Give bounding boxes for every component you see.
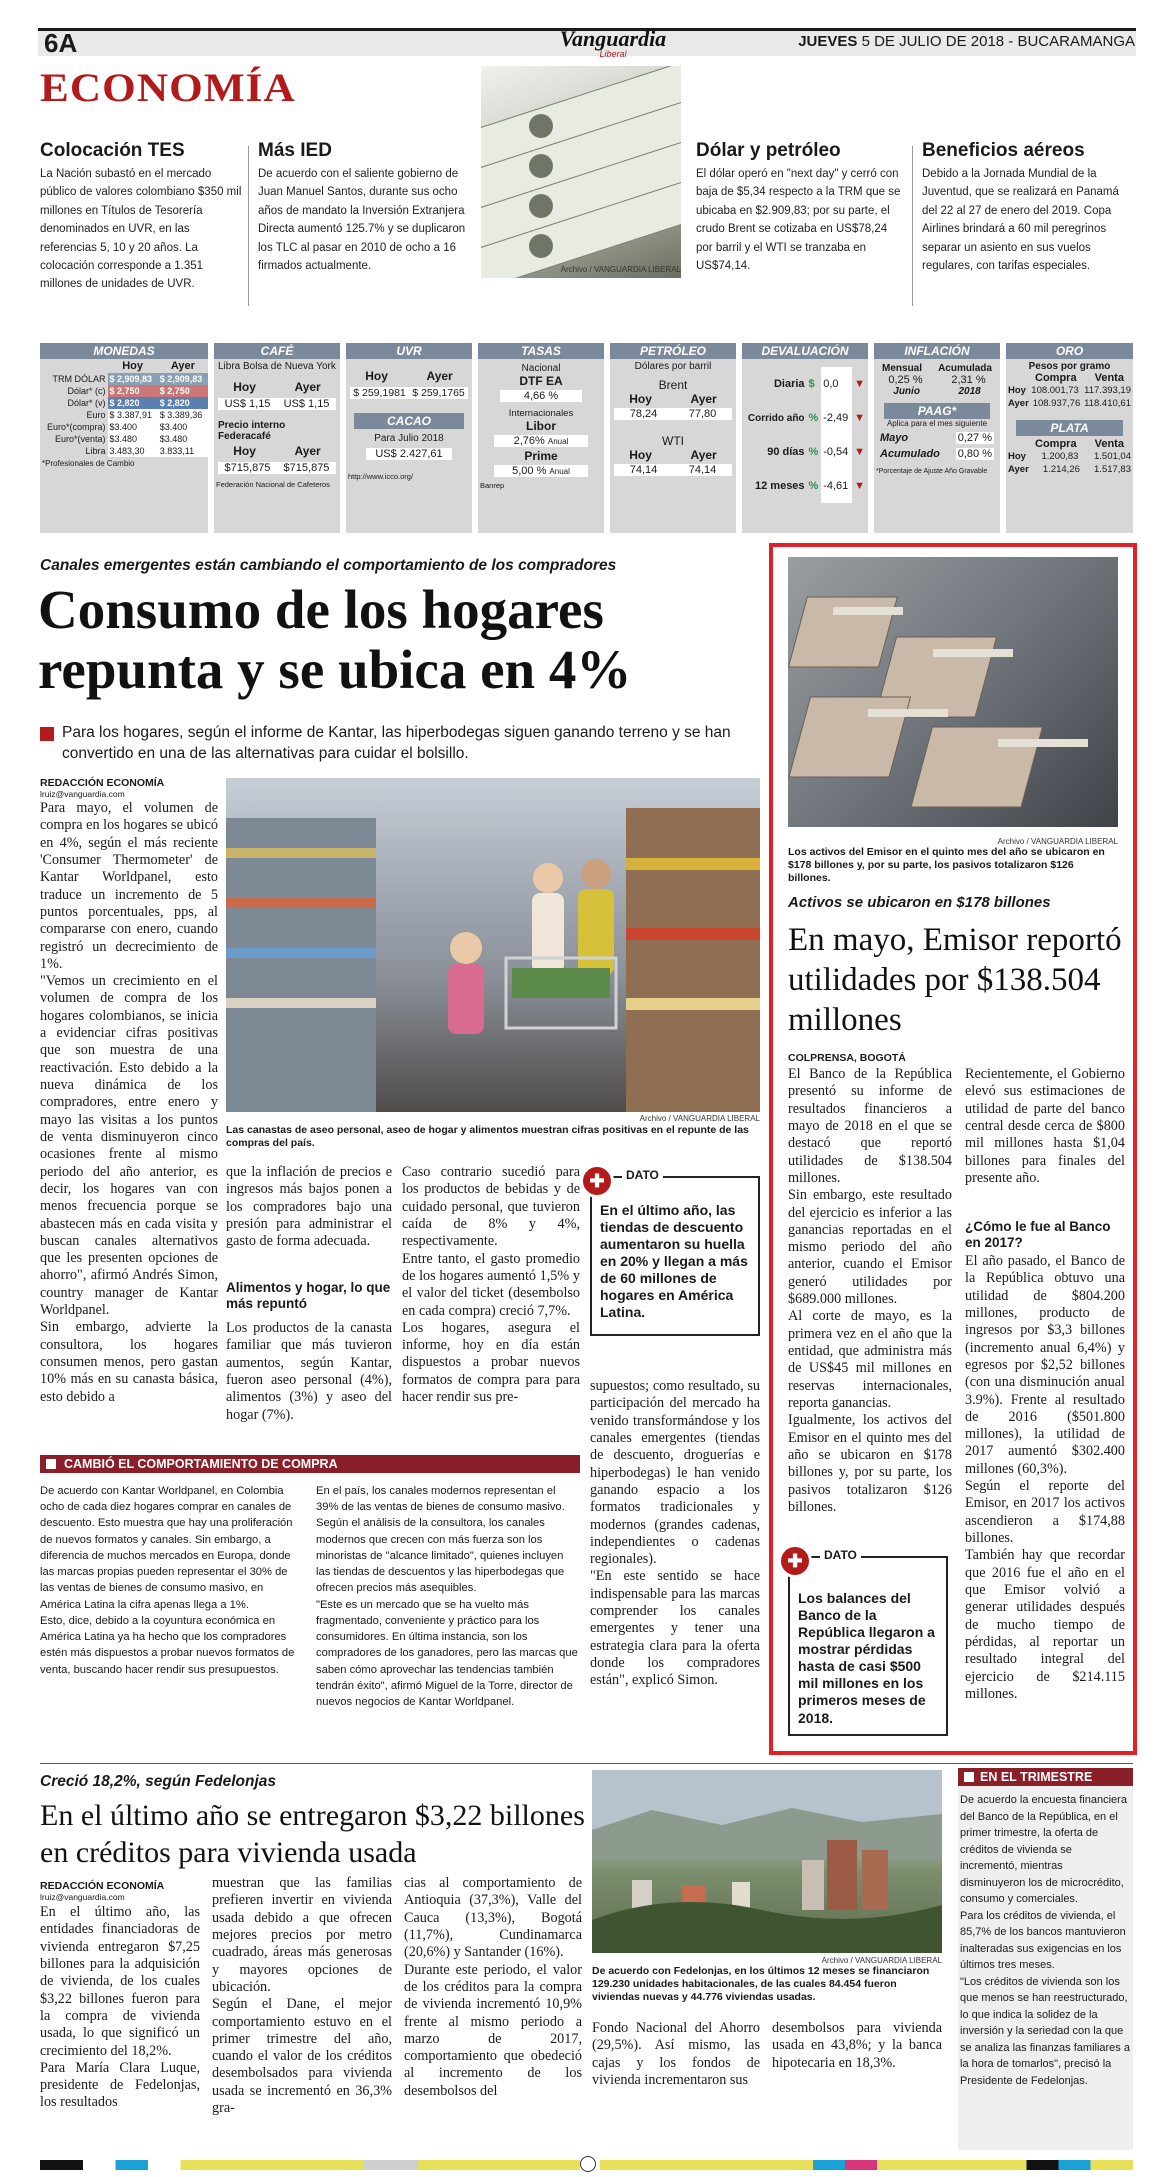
- brief-text: El dólar operó en "next day" y cerró con baja de $5,34 respecto a la TRM que se ubicaba en $2.909,83; por su parte, el crudo Brent se cotizaba en US$78,24 por barril y el WTI se tranzaba en US$74,14.: [696, 168, 901, 272]
- side-marker: [964, 1772, 974, 1782]
- main-deck: Para los hogares, según el informe de Kantar, las hiperbodegas siguen ganando terreno y se han convertido en una de las alternativas para cuidar el bolsillo.: [62, 724, 731, 762]
- vivienda-col3: cias al comportamiento de Antioquia (37,3%), Valle del Cauca (13,3%), Bogotá (11,7%), Cundinamarca (20,6%) y Santander (16%). Durante este periodo, el valor de los créditos para la compra de vivienda incrementó 10,9% frente al mismo periodo a marzo de 2017, comportamiento que obedeció al incremento de los desembolsos del: [404, 1875, 582, 2099]
- cash-stacks-illustration: [788, 557, 1118, 827]
- registration-mark-icon: [580, 2156, 596, 2172]
- main-col1: Para mayo, el volumen de compra en los hogares se ubicó en 4%, según el más reciente 'Consumer Thermometer' de Kantar Worldpanel, esto traduce un incremento de 5 puntos porcentuales, pps, al compararse con enero, cuando registró un decrecimiento de 1%. "Vemos un crecimiento en el volumen de compra de los hogares colombianos, se inicia a evidenciar cifras positivas que son muestra de una reactivación. Esto debido a la nueva dinámica de los compradores, entre enero y mayo las visitas a los puntos de venta disminuyeron cinco ocasiones frente al mismo periodo del año anterior, es decir, los hogares van con menos frecuencia porque se abastecen más en cada visita y buscan canales alternativos que les presenten opciones de ahorro", afirmó Andrés Simon, country manager de Kantar Worldpanel. Sin embargo, advierte la consultora, los hogares consumen menos, pero gastan 10% más en su canasta básica, esto debido a: [40, 800, 218, 1405]
- main-photo-credit: Archivo / VANGUARDIA LIBERAL: [639, 1114, 760, 1123]
- dato-label: DATO: [622, 1168, 663, 1182]
- vivienda-col1: En el último año, las entidades financiadoras de vivienda entregaron $7,25 billones para la adquisición de vivienda, de los cuales $3,22 billones fueron para la compra de vivienda usada, lo que significó un crecimiento del 18,2%. Para María Clara Luque, presidente de Fedelonjas, los resultados: [40, 1904, 200, 2111]
- color-bar-left: [40, 2160, 580, 2170]
- brief-text: La Nación subastó en el mercado público de valores colombiano $350 mil millones en Títulos de Tesorería denominados en UVR, en las referencias 5, 10 y 20 años. La colocación corresponde a 1.351 millones de unidades de UVR.: [40, 168, 242, 291]
- cafe-sub2: Precio interno Federacafé: [218, 420, 286, 442]
- main-headline: [38, 580, 768, 700]
- logo-name: Vanguardia: [559, 26, 667, 51]
- market-inflacion: INFLACIÓN Mensual Acumulada 0,25 % 2,31 % Junio 2018 PAAG* Aplica para el mes siguiente Mayo 0,27 % Acumulado 0,80 % *Porcentaje de Ajuste Año Gravable: [874, 343, 1000, 533]
- paag-title: PAAG*: [884, 403, 990, 419]
- vivienda-email: lruiz@vanguardia.com: [40, 1892, 125, 1902]
- brief-divider: [248, 146, 249, 306]
- main-subhead: Alimentos y hogar, lo que más repuntó: [226, 1280, 391, 1312]
- dato-box-2: [787, 1548, 948, 1736]
- market-note: *Profesionales de Cambio: [42, 459, 135, 468]
- table-row: TRM DÓLAR $ 2,909,83 $ 2,909,83: [40, 373, 208, 385]
- box-col2: En el país, los canales modernos representan el 39% de las ventas de bienes de consumo masivo. Según el análisis de la consultora, los canales modernos que crecen con más fuerza son los minoristas de "alcance limitado", quienes incluyen las tiendas de descuentos y las hiperbodegas que ofrecen precios más asequibles. "Este es un mercado que se ha vuelto más fragmentado, conveniente y práctico para los consumidores. En última instancia, son los compradores de los ganadores, pero las marcas que saben cómo aprovechar las tendencias también tendrán éxito", afirmó Miguel de la Torre, director de nuevos negocios de Kantar Worldpanel.: [316, 1485, 578, 1709]
- emisor-col2b: El año pasado, el Banco de la República obtuvo una utilidad de $804.200 millones, producto de ingresos por $3,3 billones (incremento anual 6,4%) y egresos por $2,52 billones (con una disminución anual 3.9%). Frente al resultado de 2016 ($501.800 millones), la utilidad de 2017 aumentó $302.400 millones (60,3%). Según el reporte del Emisor, en 2017 los activos ascendieron a $174,88 billones. También hay que recordar que 2016 fue el año en el que Emisor volvió a generar utilidades después de mucho tiempo de pérdidas, al reportar un resultado integral del ejercicio de $214.115 millones.: [965, 1253, 1125, 1702]
- main-byline: REDACCIÓN ECONOMÍA: [40, 777, 165, 789]
- vivienda-kicker: Creció 18,2%, según Fedelonjas: [40, 1773, 277, 1790]
- cafe-sub: Libra Bolsa de Nueva York: [218, 361, 336, 372]
- city-photo: [592, 1770, 942, 1953]
- headline-line: Consumo de los hogares: [38, 579, 604, 640]
- main-kicker: Canales emergentes están cambiando el comportamiento de los compradores: [40, 557, 617, 574]
- market-oro: ORO Pesos por gramo Compra Venta Hoy 108.001,73 117.393,19 Ayer 108.937,76 118.410,61 PLATA Compra Venta Hoy 1.200,83 1.501,04 Ayer 1.214,26 1.517,83: [1006, 343, 1133, 533]
- market-title: CAFÉ: [214, 343, 340, 359]
- vivienda-col5: desembolsos para vivienda usada en 43,8%; y la banca hipotecaria en 18,3%.: [772, 2020, 942, 2071]
- markets-strip: [40, 343, 1133, 543]
- brief-text: De acuerdo con el saliente gobierno de Juan Manuel Santos, durante sus ocho años de mandato la Inversión Extranjera Directa aumentó 125.7% y se duplicaron los TLC al pasar en 2010 de ocho a 16 firmados actualmente.: [258, 168, 466, 272]
- city-illustration: [592, 1770, 942, 1953]
- market-title: PETRÓLEO: [610, 343, 736, 359]
- main-col2b: Los productos de la canasta familiar que más tuvieron aumentos, según Kantar, fueron aseo personal (4%), alimentos (3%) y aseo del hogar (7%).: [226, 1320, 392, 1423]
- table-row: Diaria $ 0,0 ▼: [742, 367, 868, 401]
- cash-photo: [788, 557, 1118, 827]
- side-text: De acuerdo la encuesta financiera del Banco de la República, en el primer trimestre, la oferta de créditos de vivienda se incrementó, mientras disminuyeron los de microcrédito, consumo y comerciales. Para los créditos de vivienda, el 85,7% de los bancos mantuvieron inalteradas sus exigencias en los últimos tres meses. "Los créditos de vivienda son los que menos se han reestructurado, lo que indica la solidez de la inversión y la seriedad con la que se analiza las finanzas familiares a la hora de tomarlos", precisó la Presidente de Fedelonjas.: [960, 1794, 1130, 2087]
- brief-title: Colocación TES: [40, 140, 185, 161]
- emisor-kicker: Activos se ubicaron en $178 billones: [788, 894, 1051, 911]
- dato-label: DATO: [820, 1548, 861, 1562]
- main-col3: Caso contrario sucedió para los productos de bebidas y de cuidado personal, que tuvieron caída de 8% y 4%, respectivamente. Entre tanto, el gasto promedio de los hogares aumentó 1,5% y el valor del ticket (desembolso en cada compra) creció 7,7%. Los hogares, asegura el informe, hoy en día están dispuestos a probar nuevos formatos de compra para para hacer rendir sus pre-: [402, 1164, 580, 1406]
- main-photo-caption: Las canastas de aseo personal, aseo de hogar y alimentos muestran cifras positivas en el repunte de las compras del país.: [226, 1124, 749, 1150]
- market-devaluacion: [742, 343, 868, 533]
- city-photo-credit: Archivo / VANGUARDIA LIBERAL: [821, 1956, 942, 1965]
- market-title: ORO: [1006, 343, 1133, 359]
- date-rest: 5 DE JULIO DE 2018 - BUCARAMANGA: [861, 33, 1135, 50]
- table-row: Corrido año % -2,49 ▼: [742, 401, 868, 435]
- deck-marker: [40, 727, 54, 741]
- section-rule: [40, 1763, 1133, 1764]
- col-ayer: Ayer: [170, 360, 195, 372]
- table-row: Euro*(compra) $3.400 $3.400: [40, 421, 208, 433]
- devaluacion-table: [742, 367, 868, 503]
- market-monedas: [40, 343, 208, 533]
- market-title: UVR: [346, 343, 472, 359]
- market-title: INFLACIÓN: [874, 343, 1000, 359]
- vivienda-col2: muestran que las familias prefieren invertir en vivienda usada debido a que ofrecen mejores precios por metro cuadrado, áreas más generosas y mayores opciones de ubicación. Según el Dane, el mejor comportamiento estuvo en el primer trimestre del año, cuando el valor de los créditos desembolsados para vivienda usada se incrementó en 36,3% gra-: [212, 1875, 392, 2117]
- city-caption: De acuerdo con Fedelonjas, en los últimos 12 meses se financiaron 129.230 unidades habitacionales, de las cuales 84.454 fueron viviendas nuevas y 44.776 viviendas usadas.: [592, 1965, 930, 2004]
- brief-text: Debido a la Jornada Mundial de la Juventud, que se realizará en Panamá del 22 al 27 de enero del 2019. Copa Airlines brindará a 60 mil peregrinos separar un asiento en sus vuelos regulares, con tarifas especiales.: [922, 168, 1119, 272]
- market-title: TASAS: [478, 343, 604, 359]
- plata-title: PLATA: [1016, 420, 1123, 436]
- top-photo-credit: Archivo / VANGUARDIA LIBERAL: [560, 265, 681, 274]
- side-title-text: EN EL TRIMESTRE: [980, 1770, 1093, 1784]
- box-marker: [46, 1459, 56, 1469]
- supermarket-illustration: [226, 778, 760, 1112]
- vivienda-col4: Fondo Nacional del Ahorro (29,5%). Así mismo, las cajas y los fondos de vivienda incrementaron sus: [592, 2020, 760, 2088]
- money-photo: [481, 66, 681, 278]
- brief-4: [922, 140, 1134, 275]
- banknotes-illustration: [481, 66, 681, 278]
- market-title: MONEDAS: [40, 343, 208, 359]
- box-col1: De acuerdo con Kantar Worldpanel, en Colombia ocho de cada diez hogares comprar en canales de descuento. Esto muestra que hay una proliferación de nuevos formatos y canales. Sin embargo, a diferencia de muchos mercados en Europa, donde las marcas propias pueden representar el 30% de las ventas de bienes de consumo masivo, en América Latina la cifra apenas llega a 1%. Esto, dice, debido a la coyuntura económica en América Latina ya ha hecho que los compradores estén más dispuestos a probar nuevos formatos de venta, buscando hacer rendir sus presupuestos.: [40, 1485, 295, 1676]
- box-title-text: CAMBIÓ EL COMPORTAMIENTO DE COMPRA: [64, 1457, 338, 1471]
- brief-title: Dólar y petróleo: [696, 140, 841, 161]
- page-date: [798, 32, 1135, 52]
- headline-line: repunta y se ubica en 4%: [38, 639, 632, 700]
- color-bar-right: [600, 2160, 1133, 2170]
- box-title: [40, 1455, 580, 1473]
- brief-3: [696, 140, 906, 275]
- monedas-table: [40, 359, 208, 457]
- market-tasas: TASAS Nacional DTF EA 4,66 % Internacionales Libor 2,76% Anual Prime 5,00 % Anual Banrep: [478, 343, 604, 533]
- supermarket-photo: [226, 778, 760, 1112]
- date-day: JUEVES: [798, 33, 858, 50]
- section-title: ECONOMÍA: [40, 65, 296, 110]
- emisor-subhead: ¿Cómo le fue al Banco en 2017?: [965, 1219, 1111, 1251]
- vivienda-headline: En el último año se entregaron $3,22 billones en créditos para vivienda usada: [40, 1799, 585, 1869]
- page-number: 6A: [44, 28, 78, 58]
- emisor-col2: Recientemente, el Gobierno elevó sus estimaciones de utilidad de parte del banco central desde cerca de $800 mil millones hasta $1,04 billones para finales del presente año.: [965, 1066, 1125, 1186]
- main-email: lruiz@vanguardia.com: [40, 789, 125, 799]
- brief-1: [40, 140, 245, 294]
- main-col2a: que la inflación de precios e ingresos más bajos ponen a los compradores bajo una presión para administrar el gasto de forma adecuada.: [226, 1164, 392, 1250]
- col-hoy: Hoy: [122, 360, 143, 372]
- table-row: Euro $ 3.387,91 $ 3.389,36: [40, 409, 208, 421]
- main-col4: supuestos; como resultado, su participación del mercado ha venido transformándose y los canales emergentes (tiendas de descuento, droguerías e hiperbodegas) le han venido ganando espacio a los formatos tradicionales y modernos (grandes cadenas, independientes o cadenas regionales). "En este sentido se hace indispensable para las marcas comprender los canales emergentes y tener una estrategia clara para la oferta donde los compradores están", explicó Simon.: [590, 1378, 760, 1689]
- behavior-box: [40, 1455, 580, 1745]
- dato-icon: ✚: [778, 1544, 812, 1578]
- table-row: Dólar* (c) $ 2,750 $ 2,750: [40, 385, 208, 397]
- emisor-photo-credit: Archivo / VANGUARDIA LIBERAL: [997, 837, 1118, 846]
- cacao-title: CACAO: [354, 413, 464, 429]
- dato-box-1: [589, 1168, 760, 1336]
- market-uvr: UVR Hoy Ayer $ 259,1981 $ 259,1765 CACAO Para Julio 2018 US$ 2.427,61 http://www.icco.org/: [346, 343, 472, 533]
- brief-title: Beneficios aéreos: [922, 140, 1085, 161]
- table-row: Libra 3.483,30 3.833,11: [40, 445, 208, 457]
- table-row: 12 meses % -4,61 ▼: [742, 469, 868, 503]
- side-box: [958, 1768, 1133, 2150]
- market-petroleo: PETRÓLEO Dólares por barril Brent Hoy Ayer 78,24 77,80 WTI Hoy Ayer 74,14 74,14: [610, 343, 736, 533]
- dato-text: Los balances del Banco de la República llegaron a mostrar pérdidas hasta de casi $500 mil millones en los primeros meses de 2018.: [798, 1590, 935, 1726]
- brief-title: Más IED: [258, 140, 332, 161]
- table-row: Dólar* (v) $ 2,820 $ 2,820: [40, 397, 208, 409]
- market-title: DEVALUACIÓN: [742, 343, 868, 359]
- side-title: [958, 1768, 1133, 1786]
- emisor-caption: Los activos del Emisor en el quinto mes del año se ubicaron en $178 billones y, por su parte, los pasivos totalizaron $126 billones.: [788, 846, 1105, 885]
- brief-2: [258, 140, 468, 275]
- emisor-byline: COLPRENSA, BOGOTÁ: [788, 1052, 906, 1064]
- vivienda-byline: REDACCIÓN ECONOMÍA: [40, 1880, 165, 1892]
- emisor-col1: El Banco de la República presentó su informe de resultados financieros a mayo de 2018 en el que se destacó que reportó utilidades de $138.504 millones. Sin embargo, este resultado del ejercicio es inferior a las ganancias reportadas en el mismo periodo del año anterior, cuando el Emisor generó utilidades por $689.000 millones. Al corte de mayo, es la primera vez en el año que la entidad, que administra más de US$45 mil millones en reservas internacionales, reporta ganancias. Igualmente, los activos del Emisor en el quinto mes del año se ubicaron en $178 billones y, por su parte, los pasivos totalizaron $126 billones.: [788, 1066, 952, 1515]
- emisor-headline: En mayo, Emisor reportó utilidades por $138.504 millones: [788, 922, 1122, 1038]
- table-row: 90 días % -0,54 ▼: [742, 435, 868, 469]
- dato-text: En el último año, las tiendas de descuento aumentaron su huella en 20% y llegan a más de 60 millones de hogares en América Latina.: [600, 1202, 748, 1321]
- brief-divider: [912, 146, 913, 306]
- market-cafe: CAFÉ Libra Bolsa de Nueva York Hoy Ayer US$ 1,15 US$ 1,15 Precio interno Federacafé Hoy Ayer $715,875 $715,875 Federación Nacional de Cafeteros: [214, 343, 340, 533]
- table-row: Euro*(venta) $3.480 $3.480: [40, 433, 208, 445]
- logo-sub: Liberal: [599, 49, 627, 59]
- masthead-logo: [548, 28, 678, 59]
- dato-icon: ✚: [580, 1164, 614, 1198]
